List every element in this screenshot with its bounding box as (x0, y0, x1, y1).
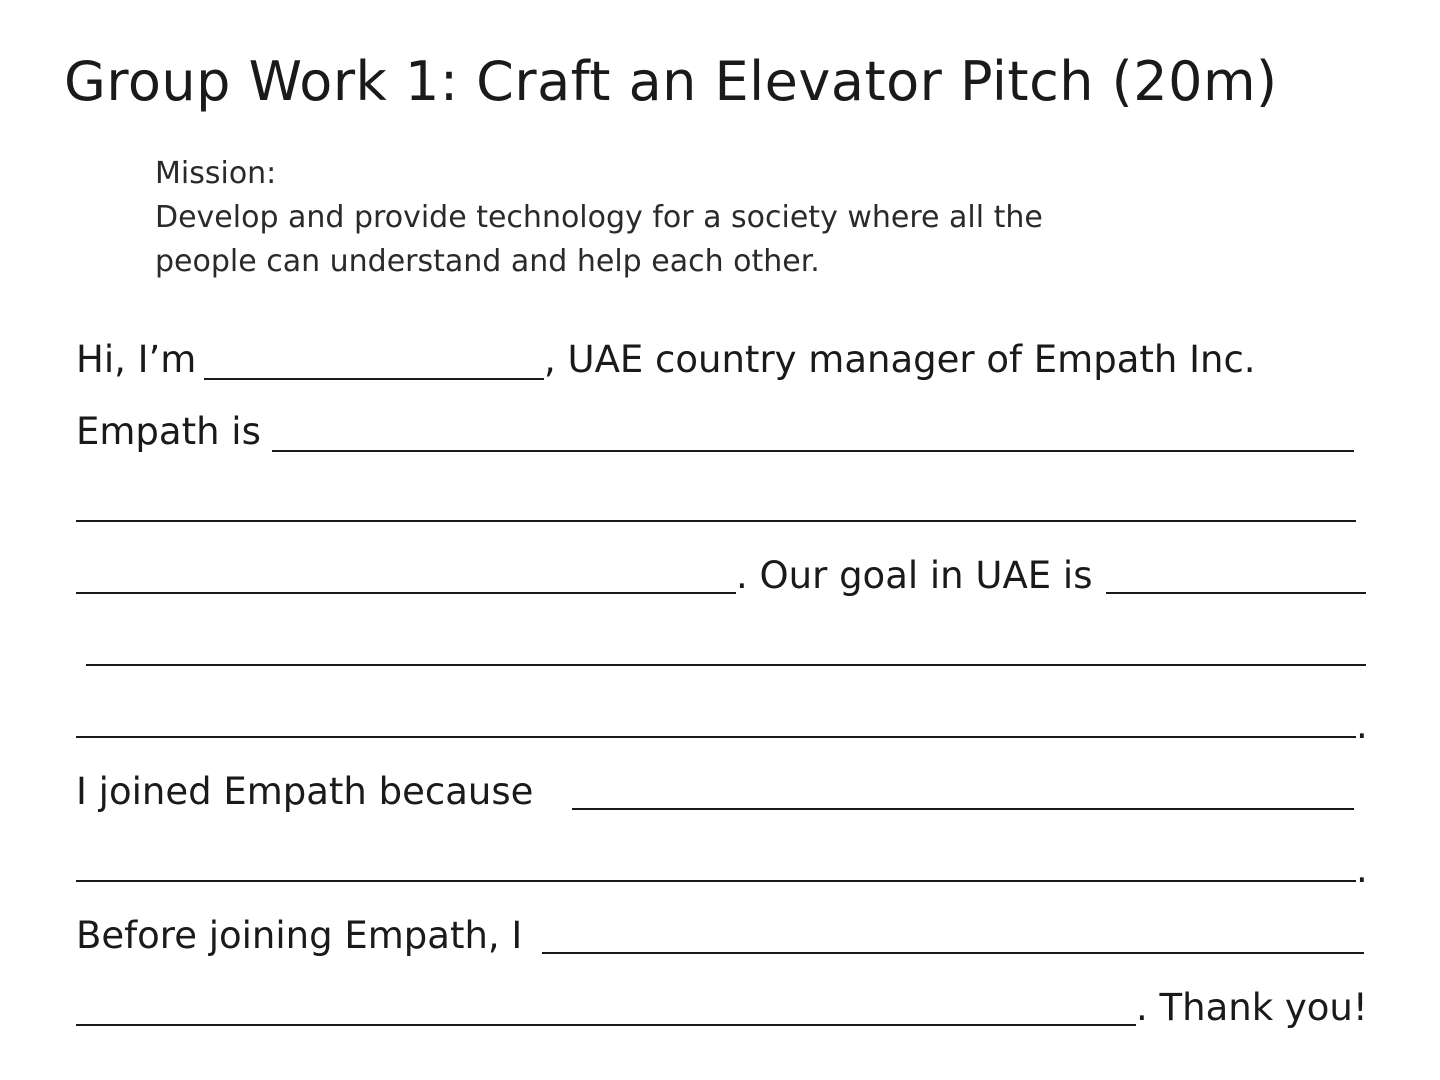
before-blank-2[interactable] (76, 1024, 1136, 1026)
name-blank[interactable] (204, 378, 544, 380)
empath-is-text: Empath is (76, 410, 261, 453)
joined-text: I joined Empath because (76, 770, 534, 813)
joined-period: . (1356, 848, 1368, 891)
goal-blank-1[interactable] (1106, 592, 1366, 594)
before-blank-1[interactable] (542, 952, 1364, 954)
mission-text-line-1: Develop and provide technology for a society where all the (155, 200, 1043, 235)
mission-text-line-2: people can understand and help each other. (155, 244, 820, 279)
empath-description-blank-2[interactable] (76, 520, 1356, 522)
page-title: Group Work 1: Craft an Elevator Pitch (20m) (64, 50, 1278, 113)
joined-reason-blank-1[interactable] (572, 808, 1354, 810)
joined-reason-blank-2[interactable] (76, 880, 1356, 882)
hi-prefix-text: Hi, I’m (76, 338, 197, 381)
goal-text: . Our goal in UAE is (736, 554, 1093, 597)
goal-blank-2[interactable] (86, 664, 1366, 666)
thank-you-text: . Thank you! (1136, 986, 1368, 1029)
empath-description-blank-3[interactable] (76, 592, 736, 594)
mission-label: Mission: (155, 156, 277, 191)
goal-period: . (1356, 704, 1368, 747)
empath-description-blank-1[interactable] (272, 450, 1354, 452)
mission-block (155, 152, 1275, 284)
hi-suffix-text: , UAE country manager of Empath Inc. (544, 338, 1256, 381)
before-text: Before joining Empath, I (76, 914, 523, 957)
goal-blank-3[interactable] (76, 736, 1356, 738)
